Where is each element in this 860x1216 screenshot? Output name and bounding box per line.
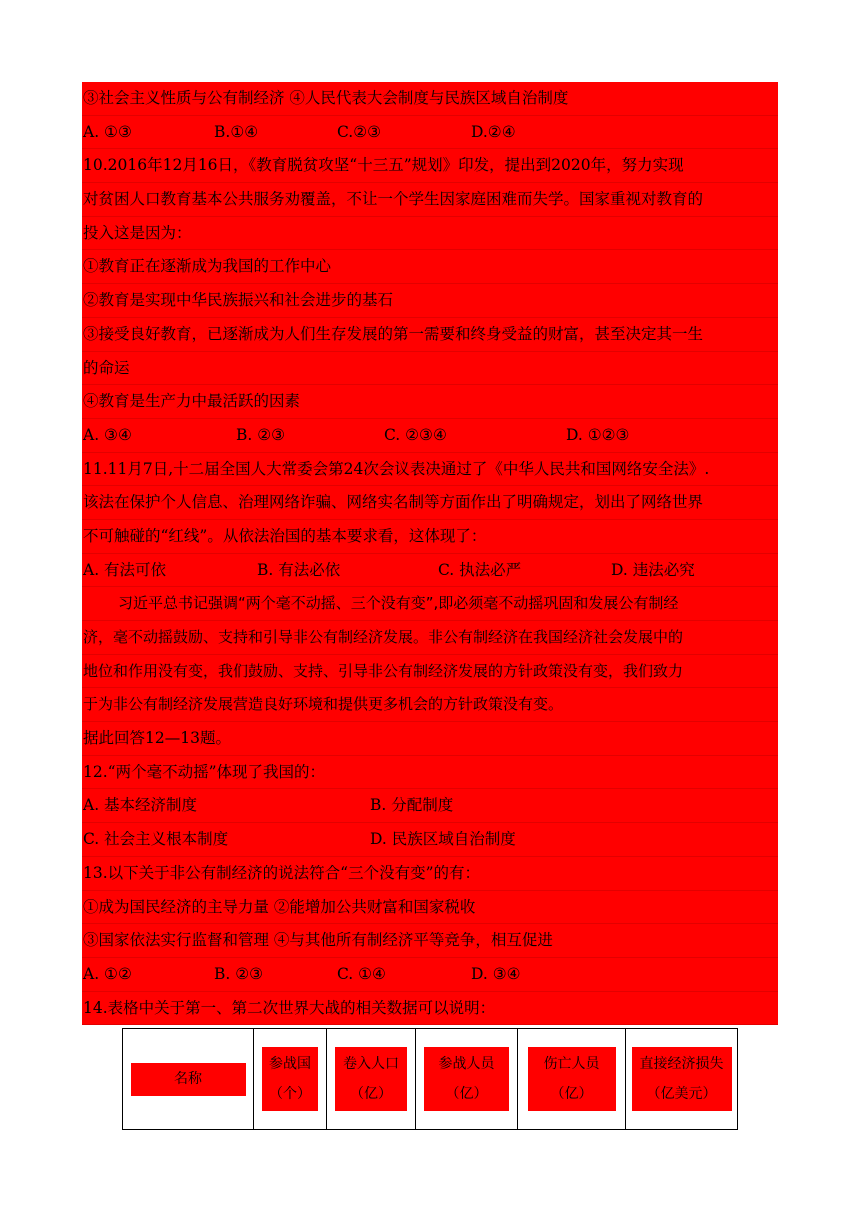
text-line: 13.以下关于非公有制经济的说法符合“三个没有变”的有：	[82, 857, 778, 891]
answer-option: B. 有法必依	[257, 560, 341, 579]
answer-option: D.②④	[471, 122, 516, 141]
answer-option: C.②③	[337, 122, 382, 141]
text-line: 对贫困人口教育基本公共服务劝覆盖，不让一个学生因家庭困难而失学。国家重视对教育的	[82, 183, 778, 217]
answer-option: B. ②③	[236, 425, 286, 444]
answer-option: A. ①③	[83, 122, 132, 141]
text-line: 11.11月7日,十二届全国人大常委会第24次会议表决通过了《中华人民共和国网络安全法》.	[82, 453, 778, 487]
header-economic-loss: 直接经济损失（亿美元）	[626, 1029, 738, 1130]
text-line: 投入这是因为：	[82, 217, 778, 251]
answer-option: C. 社会主义根本制度	[83, 830, 229, 849]
options-line	[82, 789, 778, 823]
war-data-table	[122, 1028, 738, 1130]
answer-option: A. ③④	[83, 425, 132, 444]
header-personnel: 参战人员（亿）	[416, 1029, 518, 1130]
text-line: 该法在保护个人信息、治理网络诈骗、网络实名制等方面作出了明确规定，划出了网络世界	[82, 486, 778, 520]
text-line: 12.“两个毫不动摇”体现了我国的：	[82, 756, 778, 790]
text-line: 10.2016年12月16日，《教育脱贫攻坚“十三五”规划》印发，提出到2020年，努力实现	[82, 149, 778, 183]
text-line: 习近平总书记强调“两个毫不动摇、三个没有变”,即必须毫不动摇巩固和发展公有制经	[82, 587, 778, 621]
header-casualties: 伤亡人员（亿）	[518, 1029, 626, 1130]
text-line: 据此回答12—13题。	[82, 722, 778, 756]
answer-option: D. ①②③	[566, 425, 630, 444]
text-line: ②教育是实现中华民族振兴和社会进步的基石	[82, 284, 778, 318]
options-line	[82, 554, 778, 588]
text-line: ③国家依法实行监督和管理 ④与其他所有制经济平等竞争，相互促进	[82, 924, 778, 958]
text-line: ①教育正在逐渐成为我国的工作中心	[82, 250, 778, 284]
options-line	[82, 823, 778, 857]
header-name: 名称	[123, 1029, 254, 1130]
text-line: 不可触碰的“红线”。从依法治国的基本要求看，这体现了：	[82, 520, 778, 554]
answer-option: B.①④	[214, 122, 259, 141]
options-line	[82, 116, 778, 150]
answer-option: D. ③④	[471, 964, 521, 983]
options-line	[82, 958, 778, 992]
header-countries: 参战国（个）	[254, 1029, 327, 1130]
answer-option: C. ②③④	[384, 425, 447, 444]
document-body	[82, 82, 778, 1025]
text-line: ③接受良好教育，已逐渐成为人们生存发展的第一需要和终身受益的财富，甚至决定其一生	[82, 318, 778, 352]
text-line: 于为非公有制经济发展营造良好环境和提供更多机会的方针政策没有变。	[82, 688, 778, 722]
text-line: ①成为国民经济的主导力量 ②能增加公共财富和国家税收	[82, 891, 778, 925]
text-line: 济，毫不动摇鼓励、支持和引导非公有制经济发展。非公有制经济在我国经济社会发展中的	[82, 621, 778, 655]
answer-option: A. 基本经济制度	[83, 796, 198, 815]
text-line: ③社会主义性质与公有制经济 ④人民代表大会制度与民族区域自治制度	[82, 82, 778, 116]
answer-option: C. ①④	[337, 964, 386, 983]
answer-option: B. ②③	[214, 964, 264, 983]
answer-option: A. 有法可依	[83, 560, 167, 579]
text-line: 的命运	[82, 352, 778, 386]
answer-option: B. 分配制度	[370, 796, 454, 815]
text-line: 14.表格中关于第一、第二次世界大战的相关数据可以说明：	[82, 992, 778, 1026]
answer-option: D. 违法必究	[611, 560, 695, 579]
answer-option: D. 民族区域自治制度	[370, 830, 516, 849]
text-line: ④教育是生产力中最活跃的因素	[82, 385, 778, 419]
table-header-row	[123, 1029, 738, 1130]
text-line: 地位和作用没有变，我们鼓励、支持、引导非公有制经济发展的方针政策没有变，我们致力	[82, 655, 778, 689]
answer-option: A. ①②	[83, 964, 132, 983]
options-line	[82, 419, 778, 453]
answer-option: C. 执法必严	[438, 560, 522, 579]
header-population: 卷入人口（亿）	[327, 1029, 416, 1130]
